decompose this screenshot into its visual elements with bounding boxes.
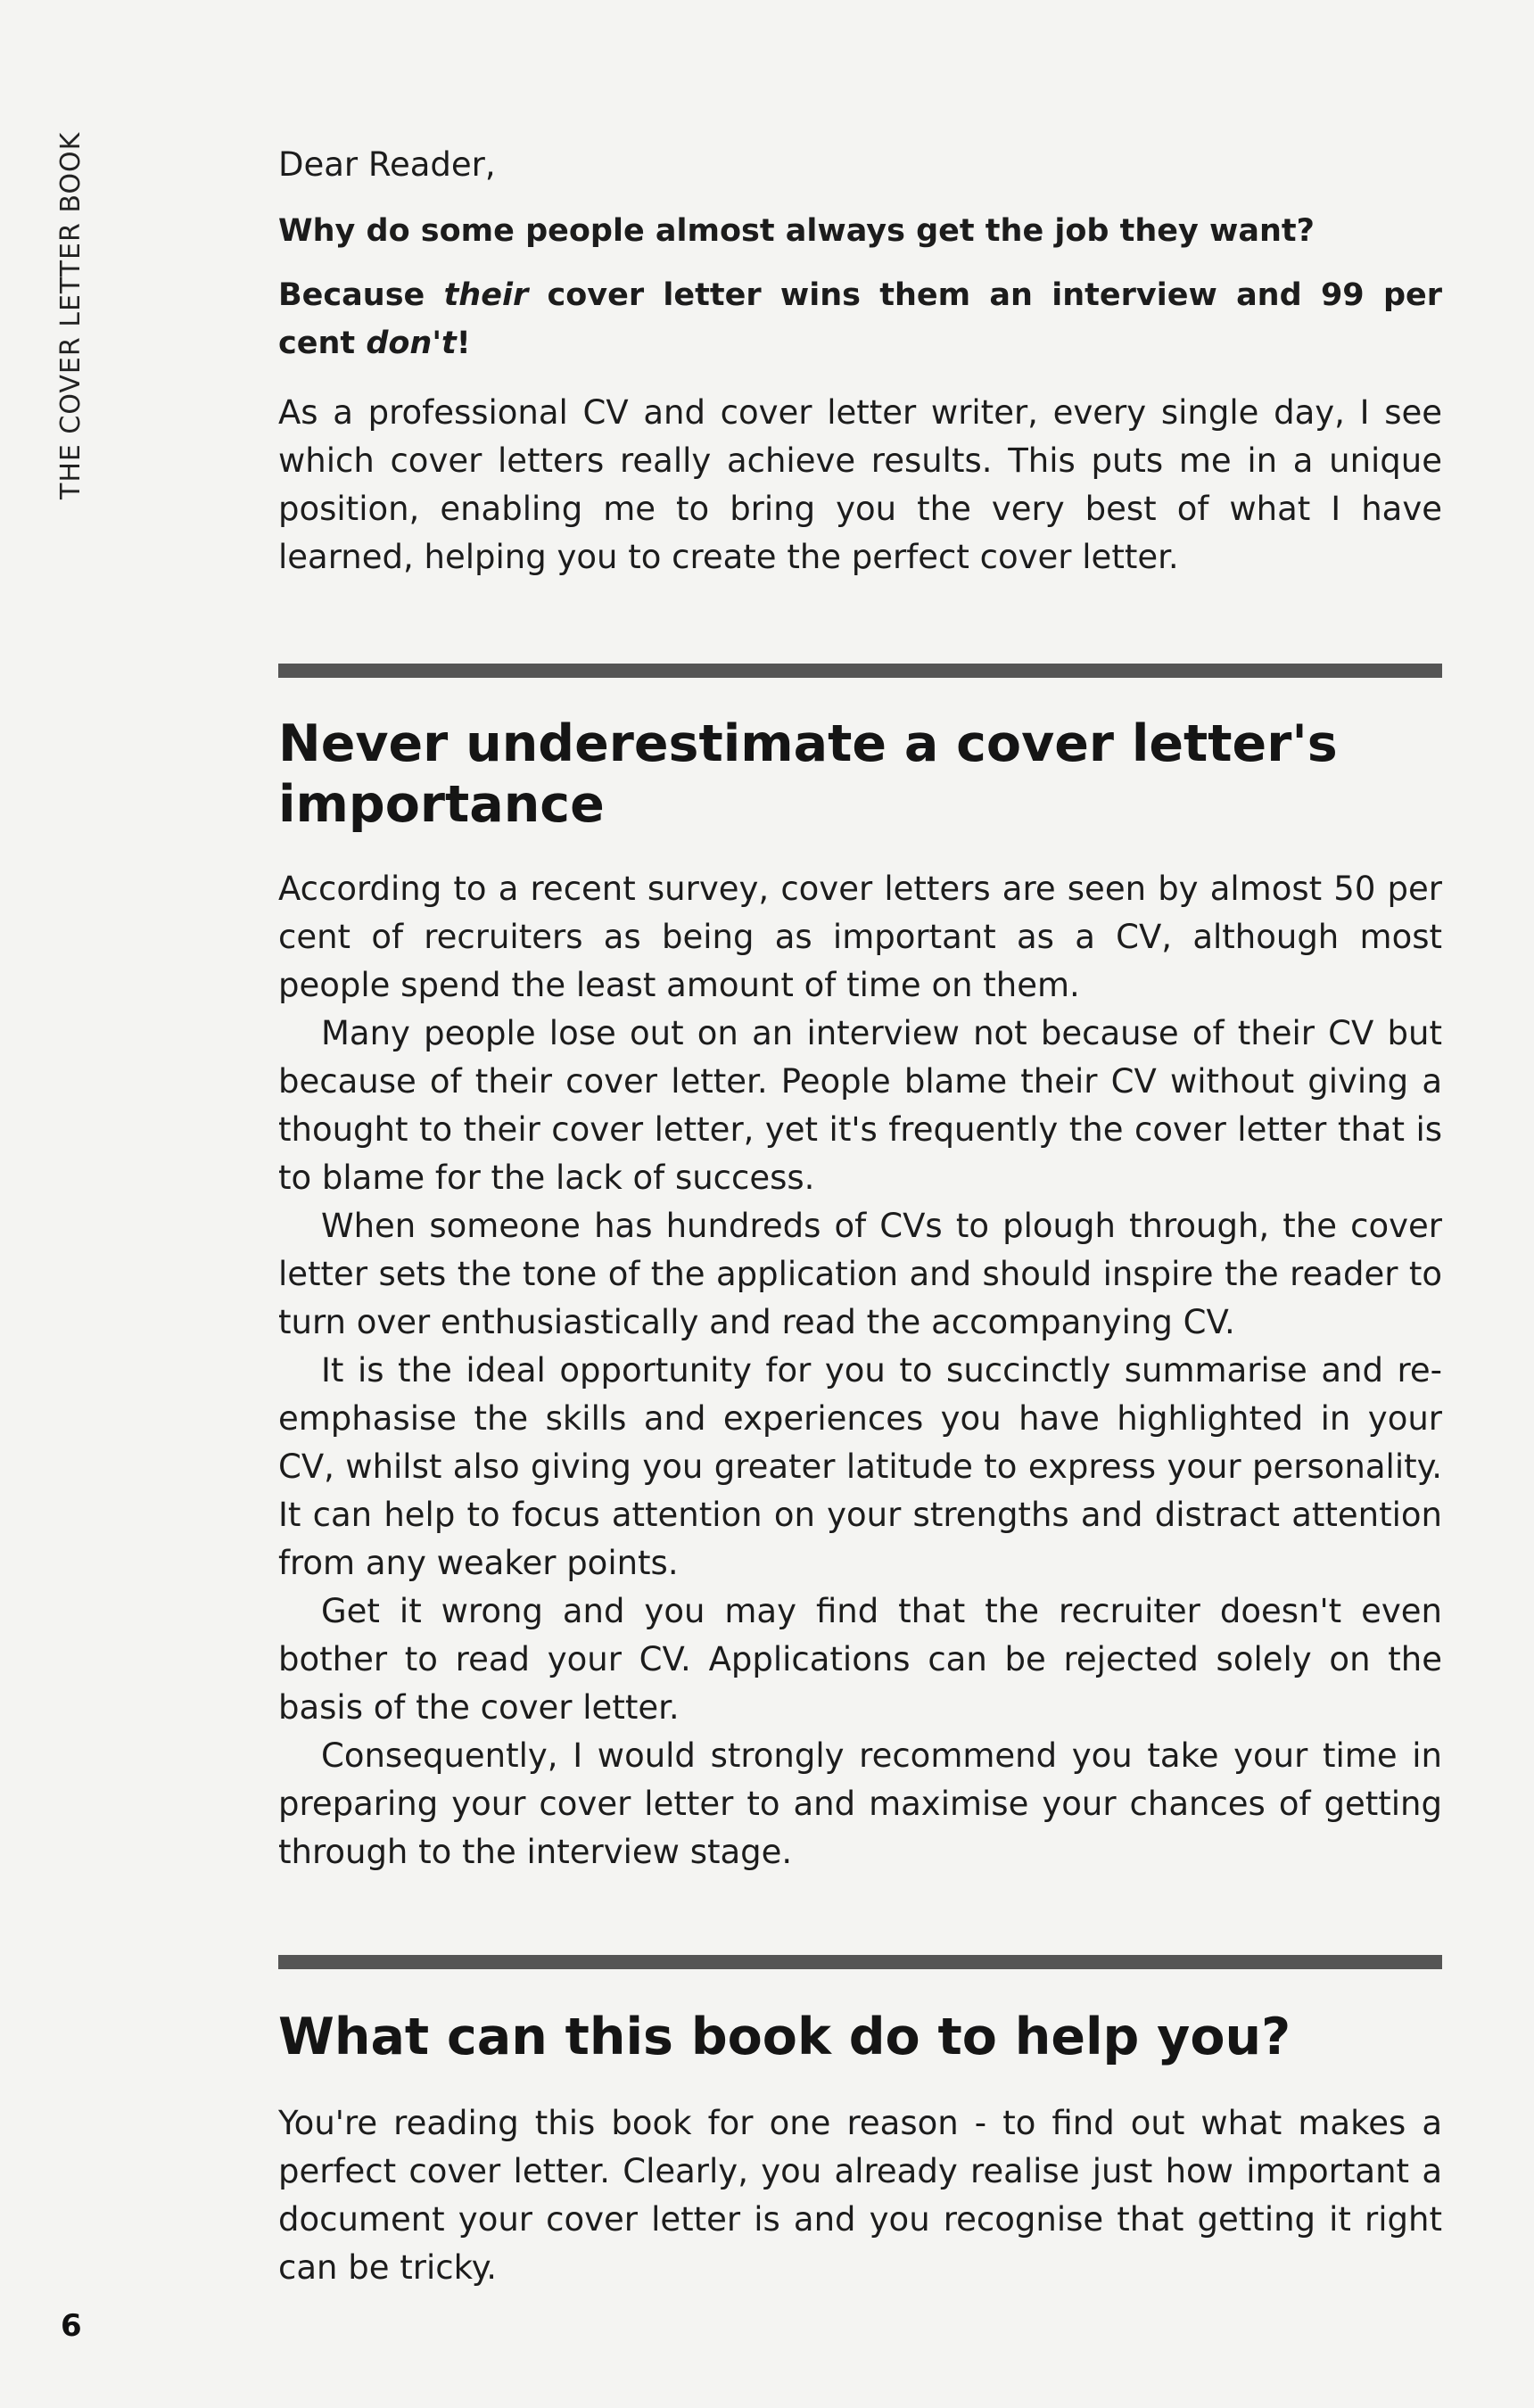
- section-heading: What can this book do to help you?: [278, 2008, 1291, 2066]
- lead-answer-text: !: [456, 326, 471, 361]
- body-paragraph: Get it wrong and you may find that the recruiter doesn't even bother to read your CV. Applications can be rejected solely on the basis of the cover letter.: [278, 1592, 1442, 1727]
- lead-answer: [278, 271, 1442, 367]
- section-heading: Never underestimate a cover letter's importance: [278, 714, 1338, 834]
- salutation: Dear Reader,: [278, 145, 496, 184]
- body-paragraph: It is the ideal opportunity for you to succinctly summarise and re-emphasise the skills and experiences you have highlighted in your CV, whilst also giving you greater latitude to express your personality. It can help to focus attention on your strengths and distract attention from any weaker points.: [278, 1351, 1442, 1582]
- body-paragraph: According to a recent survey, cover letters are seen by almost 50 per cent of recruiters as being as important as a CV, although most people spend the least amount of time on them.: [278, 870, 1442, 1004]
- body-paragraph: When someone has hundreds of CVs to plough through, the cover letter sets the tone of the application and should inspire the reader to turn over enthusiastically and read the accompanying CV.: [278, 1207, 1442, 1341]
- body-paragraph: Many people lose out on an interview not because of their CV but because of their cover letter. People blame their CV without giving a thought to their cover letter, yet it's frequently the cover letter that is to blame for the lack of success.: [278, 1014, 1442, 1197]
- page-content: [278, 141, 1442, 2292]
- lead-answer-emphasis: their: [443, 277, 529, 313]
- lead-answer-text: Because: [278, 277, 444, 313]
- body-paragraph: Consequently, I would strongly recommend you take your time in preparing your cover letter to and maximise your chances of getting through to the interview stage.: [278, 1736, 1442, 1871]
- lead-question: Why do some people almost always get the job they want?: [278, 213, 1315, 249]
- section-divider: [278, 664, 1442, 678]
- running-head: THE COVER LETTER BOOK: [55, 131, 87, 499]
- lead-answer-emphasis: don't: [366, 326, 457, 361]
- intro-paragraph: As a professional CV and cover letter writer, every single day, I see which cover letters really achieve results. This puts me in a unique position, enabling me to bring you the very best of what I have learned, helping you to create the perfect cover letter.: [278, 393, 1442, 576]
- body-paragraph: You're reading this book for one reason - to find out what makes a perfect cover letter. Clearly, you already realise just how important a document your cover letter is and you recognise that getting it right can be tricky.: [278, 2104, 1442, 2287]
- lead-answer-text: cover letter wins them an interview and 99 per cent: [278, 277, 1443, 361]
- page-number: 6: [61, 2308, 82, 2344]
- section-divider: [278, 1955, 1442, 1969]
